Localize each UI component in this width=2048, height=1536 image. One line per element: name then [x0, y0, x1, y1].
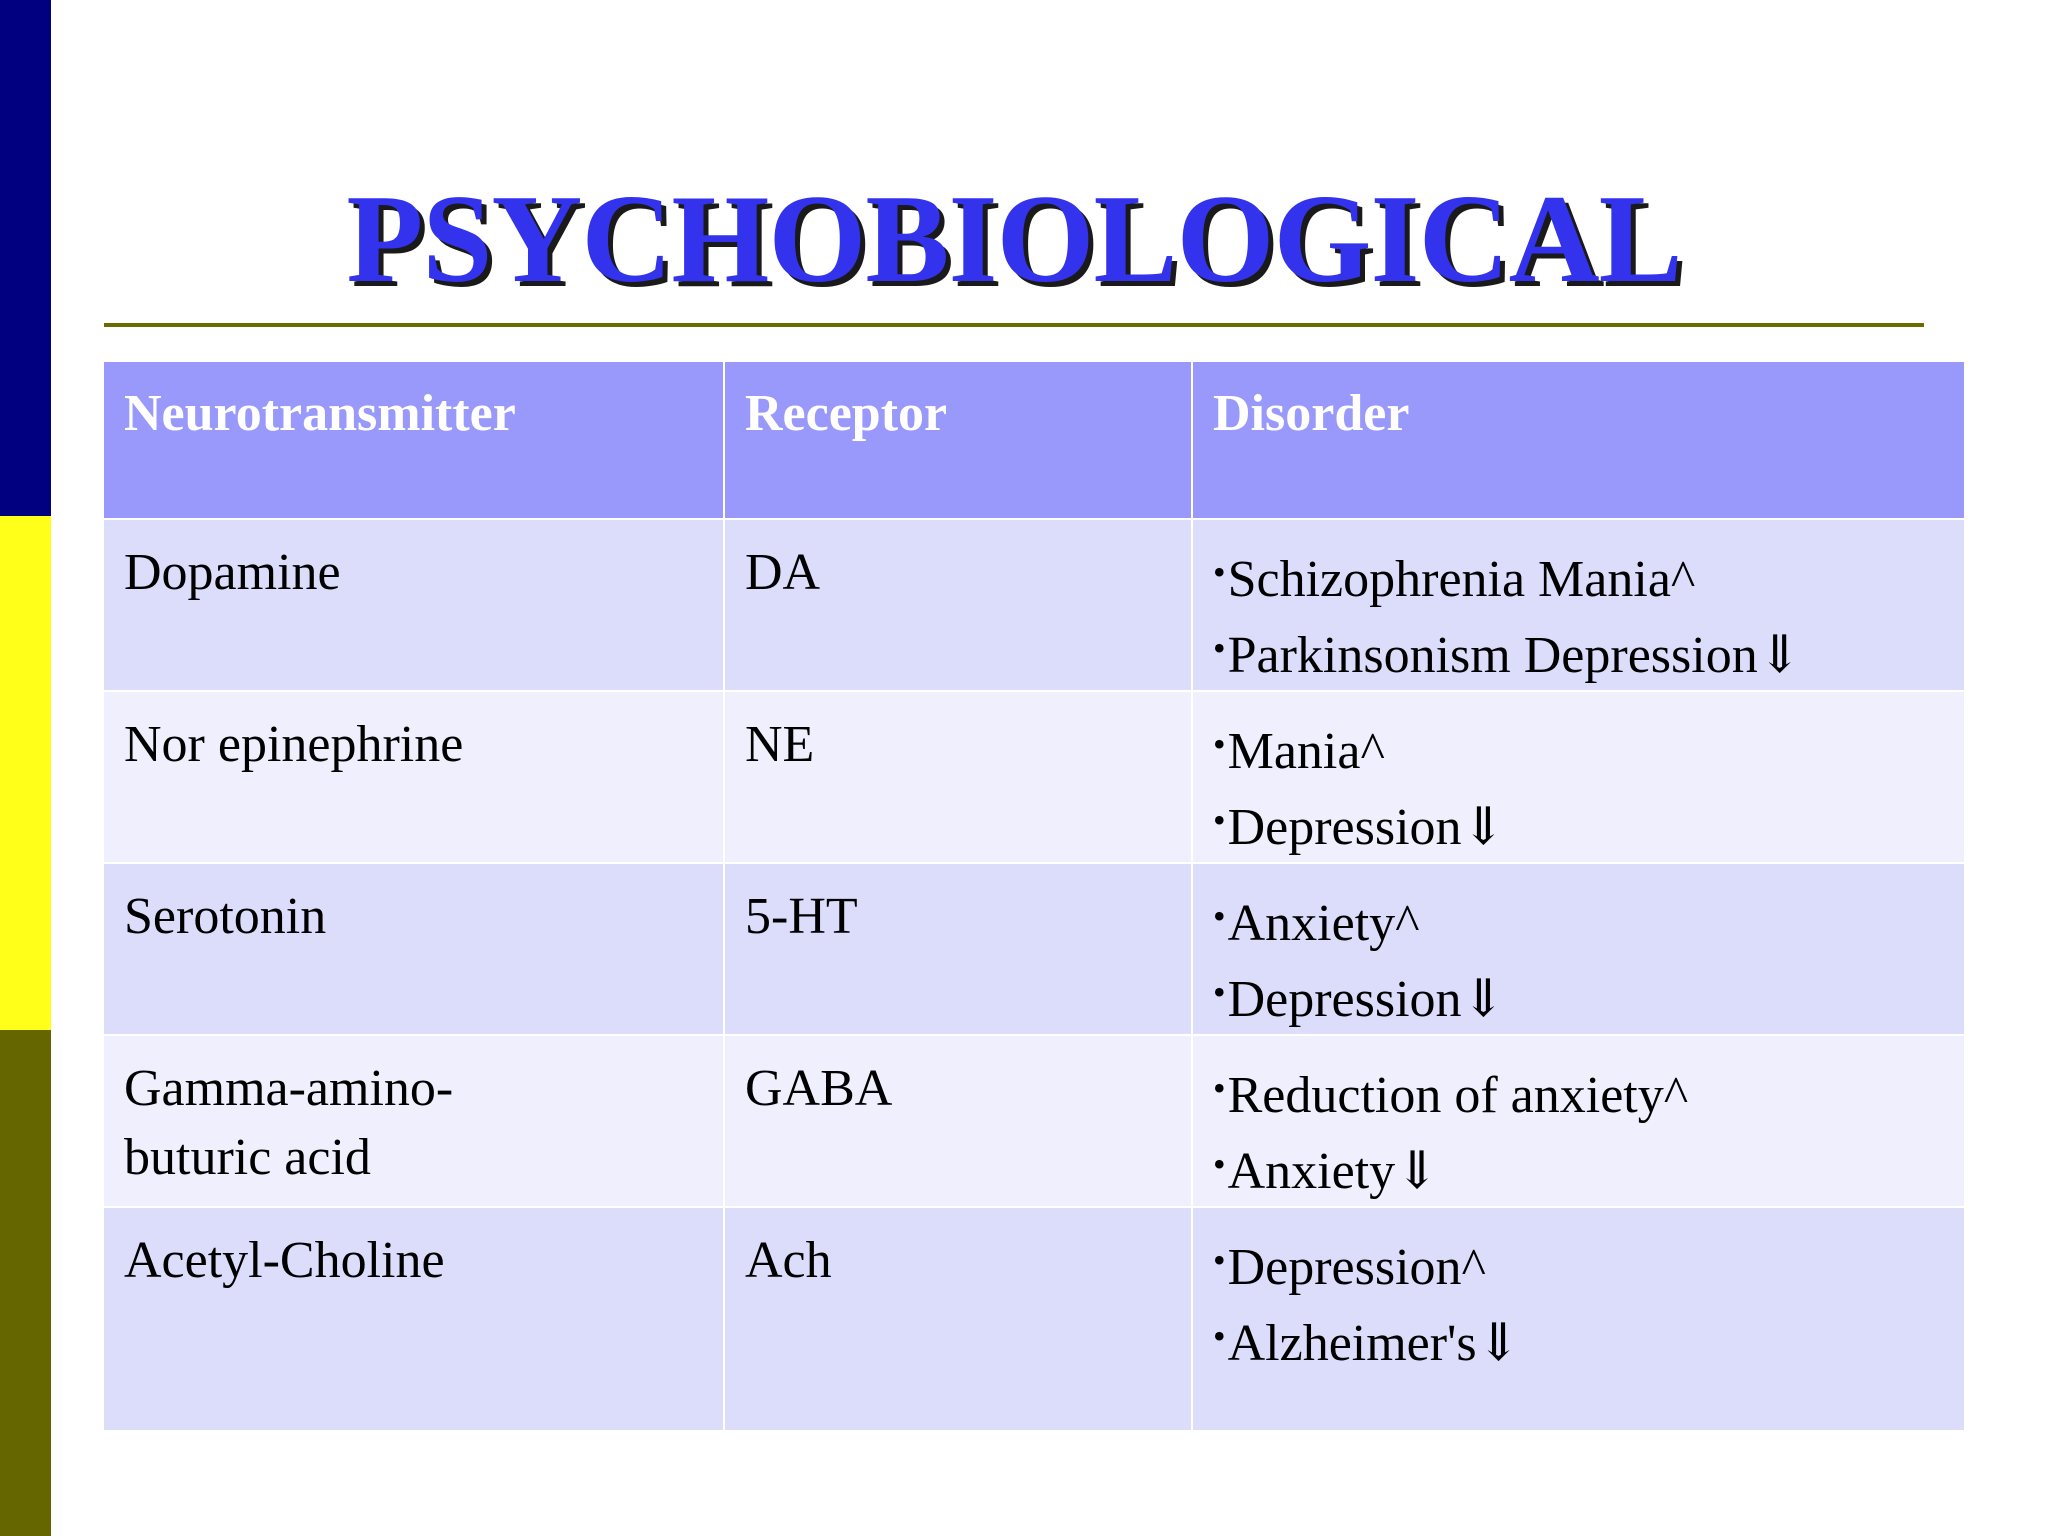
side-bar-navy-segment — [0, 0, 51, 516]
cell-disorder — [1192, 519, 1964, 691]
bullet-dot-icon: • — [1213, 724, 1226, 764]
cell-disorder — [1192, 1207, 1964, 1431]
bullet-dot-icon: • — [1213, 1240, 1226, 1280]
column-header-receptor: Receptor — [724, 362, 1192, 519]
title-underline-rule — [104, 323, 1924, 327]
disorder-item-text: Mania^ — [1227, 723, 1385, 780]
bullet-dot-icon: • — [1213, 1144, 1226, 1184]
table-row — [104, 1035, 1964, 1207]
slide-title: PSYCHOBIOLOGICAL — [346, 170, 1682, 309]
table-row — [104, 519, 1964, 691]
disorder-item — [1213, 1054, 1944, 1130]
cell-receptor: DA — [724, 519, 1192, 691]
disorder-item — [1213, 882, 1944, 958]
bullet-dot-icon: • — [1213, 800, 1226, 840]
cell-neurotransmitter: Nor epinephrine — [104, 691, 724, 863]
neurotransmitter-table — [104, 362, 1964, 1432]
bullet-dot-icon: • — [1213, 1316, 1226, 1356]
disorder-item — [1213, 710, 1944, 786]
disorder-item-text: Depression⇓ — [1227, 971, 1506, 1028]
cell-neurotransmitter — [104, 1035, 724, 1207]
disorder-item-text: Depression⇓ — [1227, 799, 1506, 856]
disorder-item-text: Anxiety⇓ — [1227, 1143, 1439, 1200]
neurotransmitter-line: buturic acid — [124, 1129, 371, 1186]
disorder-item-text: Anxiety^ — [1227, 895, 1420, 952]
bullet-dot-icon: • — [1213, 896, 1226, 936]
disorder-item-text: Schizophrenia Mania^ — [1227, 551, 1696, 608]
disorder-item-text: Alzheimer's⇓ — [1227, 1315, 1521, 1372]
bullet-dot-icon: • — [1213, 552, 1226, 592]
bullet-dot-icon: • — [1213, 972, 1226, 1012]
cell-disorder — [1192, 863, 1964, 1035]
cell-receptor: Ach — [724, 1207, 1192, 1431]
column-header-neurotransmitter: Neurotransmitter — [104, 362, 724, 519]
side-bar-olive-segment — [0, 1030, 51, 1536]
table-row — [104, 1207, 1964, 1431]
cell-neurotransmitter: Serotonin — [104, 863, 724, 1035]
cell-neurotransmitter: Dopamine — [104, 519, 724, 691]
column-header-disorder: Disorder — [1192, 362, 1964, 519]
disorder-item — [1213, 786, 1944, 862]
table-row — [104, 863, 1964, 1035]
disorder-item — [1213, 1302, 1944, 1378]
table-row — [104, 691, 1964, 863]
disorder-item — [1213, 538, 1944, 614]
cell-neurotransmitter: Acetyl-Choline — [104, 1207, 724, 1431]
cell-receptor: NE — [724, 691, 1192, 863]
disorder-item-text: Reduction of anxiety^ — [1227, 1067, 1689, 1124]
disorder-item-text: Parkinsonism Depression⇓ — [1227, 627, 1802, 684]
cell-disorder — [1192, 1035, 1964, 1207]
disorder-item — [1213, 1130, 1944, 1206]
bullet-dot-icon: • — [1213, 1068, 1226, 1108]
disorder-item-text: Depression^ — [1227, 1239, 1486, 1296]
disorder-item — [1213, 958, 1944, 1034]
cell-receptor: 5-HT — [724, 863, 1192, 1035]
disorder-item — [1213, 1226, 1944, 1302]
neurotransmitter-line: Gamma-amino- — [124, 1060, 454, 1117]
cell-receptor: GABA — [724, 1035, 1192, 1207]
table-header-row — [104, 362, 1964, 519]
side-accent-bar — [0, 0, 51, 1536]
disorder-item — [1213, 614, 1944, 690]
cell-disorder — [1192, 691, 1964, 863]
side-bar-yellow-segment — [0, 516, 51, 1030]
bullet-dot-icon: • — [1213, 628, 1226, 668]
